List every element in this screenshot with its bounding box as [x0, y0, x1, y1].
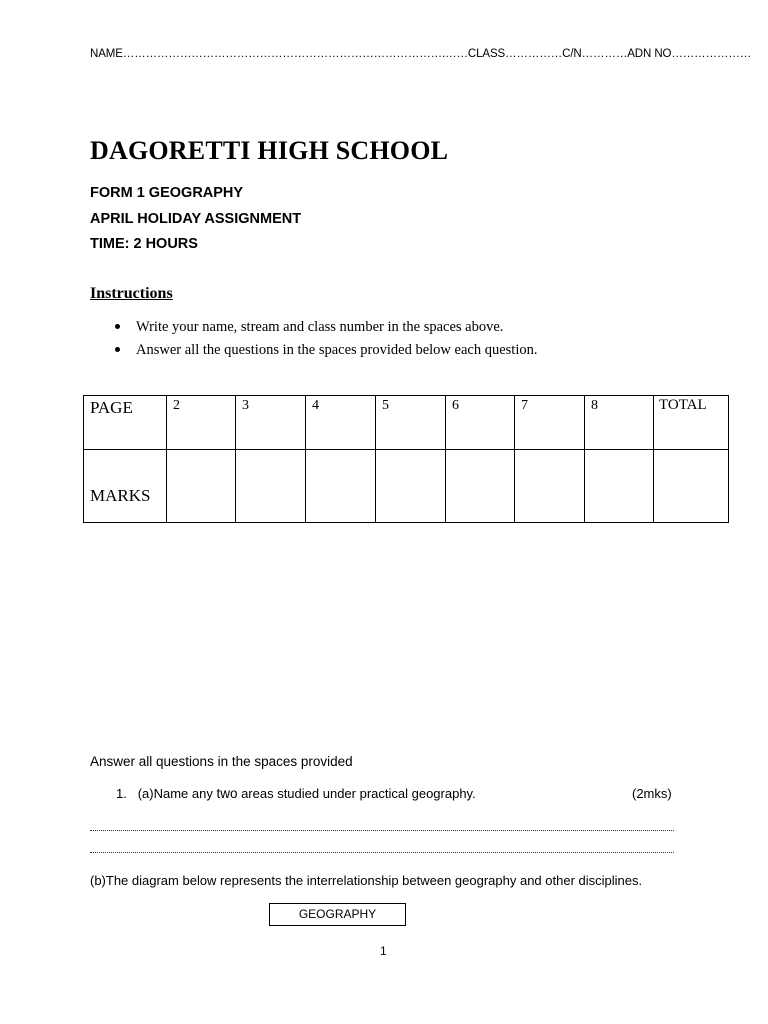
page-number-cell: 6 — [446, 396, 515, 450]
questions-intro: Answer all questions in the spaces provided — [90, 754, 353, 769]
marks-entry-cell — [306, 450, 376, 523]
marks-entry-cell — [585, 450, 654, 523]
page-number-cell: 8 — [585, 396, 654, 450]
marks-label-cell: MARKS — [84, 450, 167, 523]
page-number-cell: 7 — [515, 396, 585, 450]
marks-table-header-row — [84, 396, 729, 450]
marks-table-marks-row — [84, 450, 729, 523]
question-number: 1. — [116, 786, 127, 801]
answer-line — [90, 830, 674, 831]
page-label-cell: PAGE — [84, 396, 167, 450]
marks-table — [83, 395, 729, 523]
school-name: DAGORETTI HIGH SCHOOL — [90, 136, 449, 165]
marks-entry-cell — [515, 450, 585, 523]
marks-entry-cell — [236, 450, 306, 523]
assignment-title: APRIL HOLIDAY ASSIGNMENT — [90, 211, 302, 227]
page-number-cell: 3 — [236, 396, 306, 450]
page-number-cell: 2 — [167, 396, 236, 450]
student-details-line: NAME………………………………………………………………………….……CLASS……………C/N…………ADN NO………………… — [90, 48, 752, 60]
question-1a-prefix: (a)Name any — [137, 786, 217, 801]
question-1a — [116, 786, 476, 801]
total-entry-cell — [654, 450, 729, 523]
answer-line — [90, 852, 674, 853]
question-1a-suffix: areas studied under practical geography. — [237, 786, 476, 801]
instructions-heading: Instructions — [90, 285, 173, 302]
question-1a-emphasis: two — [216, 786, 238, 801]
instruction-item: Write your name, stream and class number in the spaces above. — [113, 318, 537, 341]
diagram-geography-box: GEOGRAPHY — [269, 903, 406, 926]
subject-title: FORM 1 GEOGRAPHY — [90, 185, 244, 201]
marks-entry-cell — [376, 450, 446, 523]
page-number-cell: 5 — [376, 396, 446, 450]
page-number: 1 — [380, 944, 387, 958]
marks-entry-cell — [446, 450, 515, 523]
instructions-list — [113, 318, 537, 364]
time-allowed: TIME: 2 HOURS — [90, 236, 198, 252]
instruction-item: Answer all the questions in the spaces provided below each question. — [113, 341, 537, 364]
question-1b: (b)The diagram below represents the interrelationship between geography and other disciplines. — [90, 873, 643, 888]
marks-entry-cell — [167, 450, 236, 523]
question-1a-marks: (2mks) — [632, 786, 672, 801]
page-number-cell: 4 — [306, 396, 376, 450]
total-label-cell: TOTAL — [654, 396, 729, 450]
